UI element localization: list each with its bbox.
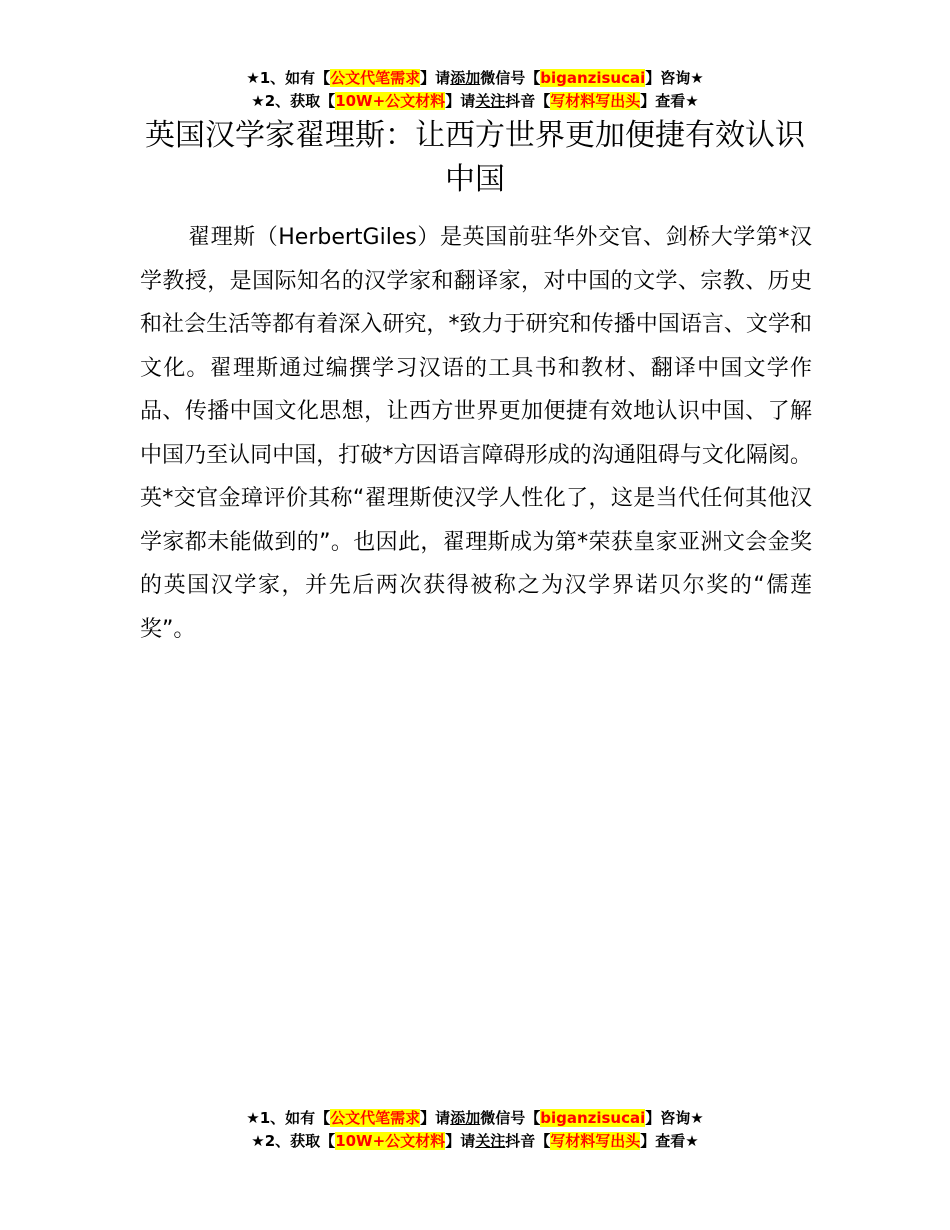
footer-line-2-suffix: 】查看★: [640, 1132, 699, 1150]
footer-line-2-underlined: 关注: [475, 1132, 506, 1150]
banner-line-1-underlined: 添加: [450, 69, 481, 87]
footer-line-2-middle-1: 】请: [445, 1132, 476, 1150]
banner-line-2-highlight-1: 10W+公文材料: [335, 92, 446, 110]
footer-line-1-highlight-1: 公文代笔需求: [330, 1109, 421, 1127]
banner-line-1-highlight-1: 公文代笔需求: [330, 69, 421, 87]
footer-line-2-prefix: ★2、获取【: [251, 1132, 336, 1150]
footer-line-1-highlight-2: biganzisucai: [540, 1109, 646, 1127]
banner-line-2-highlight-2: 写材料写出头: [550, 92, 641, 110]
header-banner: [0, 67, 950, 113]
footer-line-1-prefix: ★1、如有【: [246, 1109, 331, 1127]
footer-line-2-highlight-2: 写材料写出头: [550, 1132, 641, 1150]
banner-line-2-middle-2: 抖音【: [505, 92, 551, 110]
footer-line-1-suffix: 】咨询★: [645, 1109, 704, 1127]
footer-banner-line-2: [0, 1130, 950, 1153]
footer-line-1-middle-2: 微信号【: [480, 1109, 541, 1127]
banner-line-2-underlined: 关注: [475, 92, 506, 110]
footer-banner-line-1: [0, 1107, 950, 1130]
footer-line-1-underlined: 添加: [450, 1109, 481, 1127]
footer-line-1-middle-1: 】请: [420, 1109, 451, 1127]
banner-line-2-middle-1: 】请: [445, 92, 476, 110]
banner-line-1: [0, 67, 950, 90]
banner-line-1-prefix: ★1、如有【: [246, 69, 331, 87]
document-paragraph: 翟理斯（HerbertGiles）是英国前驻华外交官、剑桥大学第*汉学教授，是国际知名的汉学家和翻译家，对中国的文学、宗教、历史和社会生活等都有着深入研究，*致力于研究和传播中国语言、文学和文化。翟理斯通过编撰学习汉语的工具书和教材、翻译中国文学作品、传播中国文化思想，让西方世界更加便捷有效地认识中国、了解中国乃至认同中国，打破*方因语言障碍形成的沟通阻碍与文化隔阂。英*交官金璋评价其称“翟理斯使汉学人性化了，这是当代任何其他汉学家都未能做到的”。也因此，翟理斯成为第*荣获皇家亚洲文会金奖的英国汉学家，并先后两次获得被称之为汉学界诺贝尔奖的“儒莲奖”。: [140, 225, 812, 642]
footer-line-2-highlight-1: 10W+公文材料: [335, 1132, 446, 1150]
banner-line-2: [0, 90, 950, 113]
footer-banner: [0, 1107, 950, 1153]
banner-line-1-highlight-2: biganzisucai: [540, 69, 646, 87]
banner-line-1-suffix: 】咨询★: [645, 69, 704, 87]
banner-line-2-suffix: 】查看★: [640, 92, 699, 110]
banner-line-1-middle-1: 】请: [420, 69, 451, 87]
document-title: 英国汉学家翟理斯：让西方世界更加便捷有效认识中国: [145, 118, 805, 197]
banner-line-2-prefix: ★2、获取【: [251, 92, 336, 110]
banner-line-1-middle-2: 微信号【: [480, 69, 541, 87]
footer-line-2-middle-2: 抖音【: [505, 1132, 551, 1150]
